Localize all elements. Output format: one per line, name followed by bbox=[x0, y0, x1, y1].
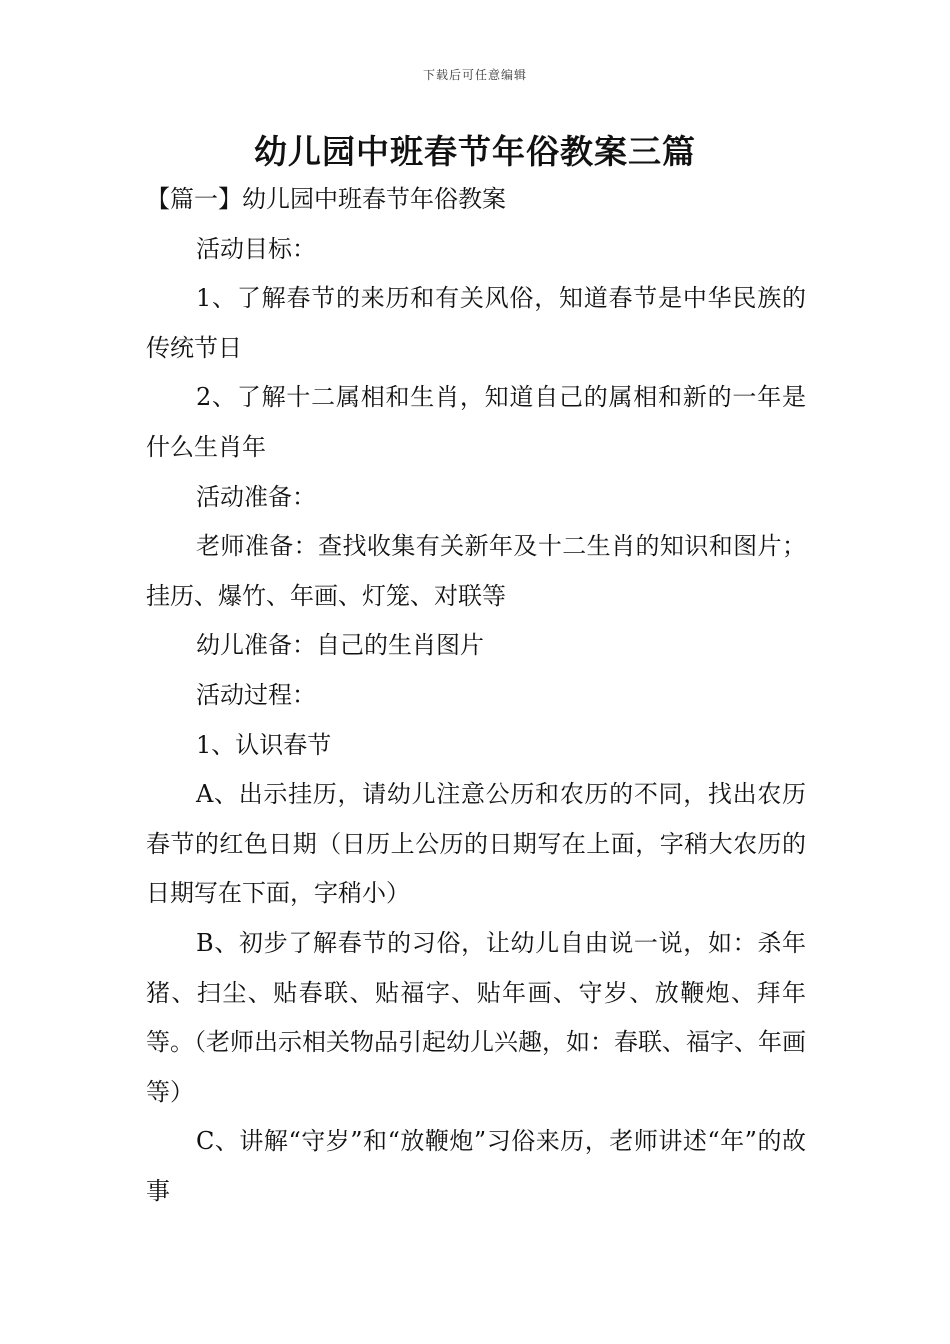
paragraph-step-c: C、讲解“守岁”和“放鞭炮”习俗来历，老师讲述“年”的故事 bbox=[146, 1127, 806, 1205]
paragraph-preparation-heading: 活动准备： bbox=[196, 482, 316, 511]
paragraph-goal-1: 1、了解春节的来历和有关风俗，知道春节是中华民族的传统节日 bbox=[146, 284, 806, 362]
paragraph-goal-2: 2、了解十二属相和生肖，知道自己的属相和新的一年是什么生肖年 bbox=[146, 383, 806, 461]
paragraph-child-preparation: 幼儿准备：自己的生肖图片 bbox=[196, 631, 484, 660]
paragraph-teacher-preparation: 老师准备：查找收集有关新年及十二生肖的知识和图片；挂历、爆竹、年画、灯笼、对联等 bbox=[146, 532, 806, 610]
page-header-note: 下载后可任意编辑 bbox=[422, 68, 527, 82]
paragraph-step-a: A、出示挂历，请幼儿注意公历和农历的不同，找出农历春节的红色日期（日历上公历的日期写在上面，字稍大农历的日期写在下面，字稍小） bbox=[146, 780, 806, 908]
paragraph-step-1: 1、认识春节 bbox=[196, 730, 332, 759]
paragraph-process-heading: 活动过程： bbox=[196, 680, 316, 709]
document-title: 幼儿园中班春节年俗教案三篇 bbox=[254, 132, 696, 171]
section-heading: 【篇一】幼儿园中班春节年俗教案 bbox=[146, 185, 506, 213]
document-body bbox=[146, 175, 806, 1216]
paragraph-activity-goals-heading: 活动目标： bbox=[196, 234, 316, 263]
paragraph-step-b: B、初步了解春节的习俗，让幼儿自由说一说，如：杀年猪、扫尘、贴春联、贴福字、贴年画、守岁、放鞭炮、拜年等。（老师出示相关物品引起幼儿兴趣，如：春联、福字、年画等） bbox=[146, 928, 806, 1106]
